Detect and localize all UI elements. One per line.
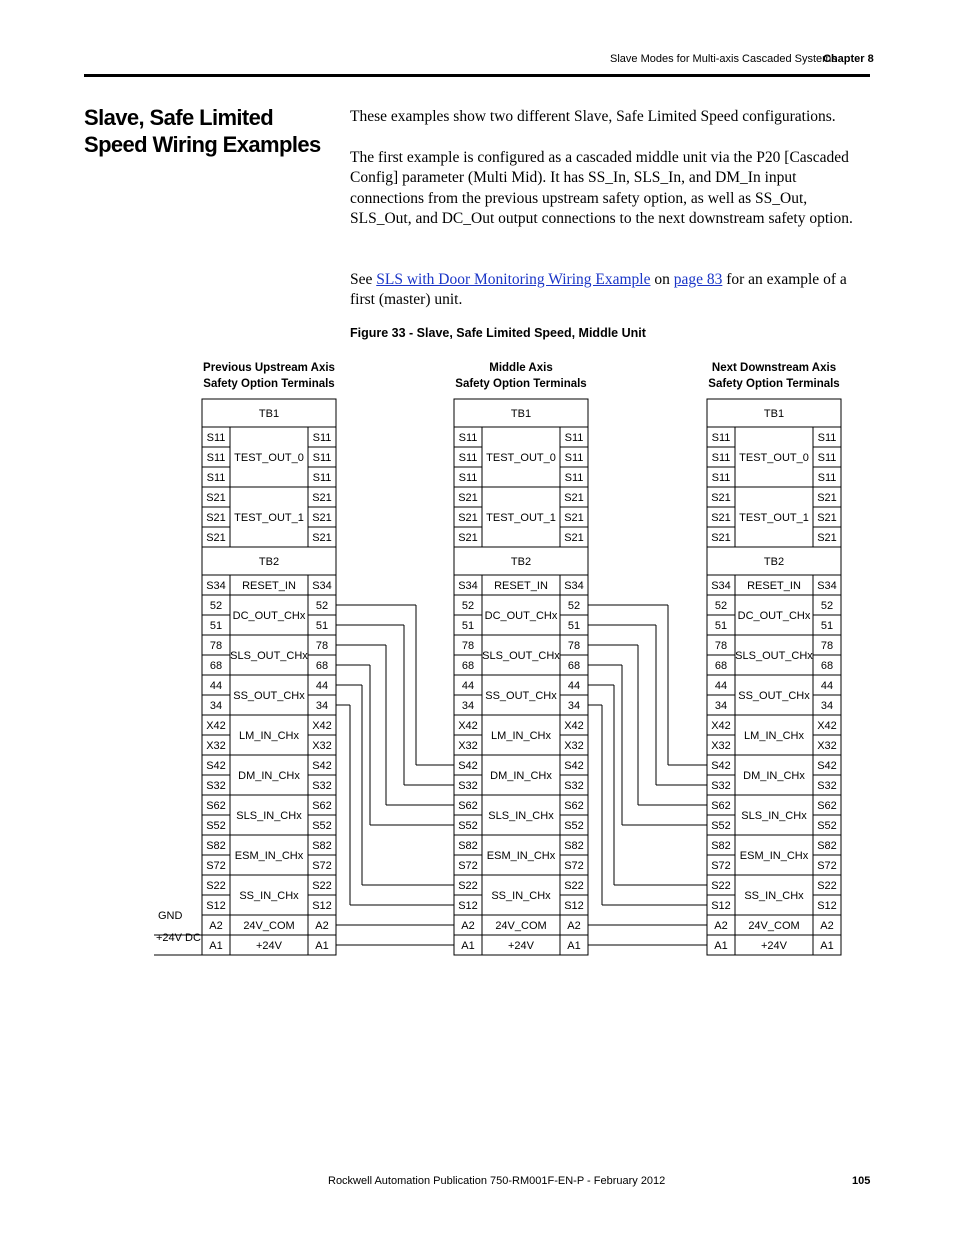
tb2-terminal-label: 51 [209, 620, 223, 632]
tb2-group-label: LM_IN_CHx [239, 730, 299, 742]
tb2-terminal-label: S52 [312, 820, 332, 832]
column-header-line1: Next Downstream Axis [711, 362, 837, 374]
tb2-terminal-label: S34 [206, 580, 226, 592]
paragraph-2: The first example is configured as a cascaded middle unit via the P20 [Cascaded Config] parameter (Multi Mid). It has SS_In, SLS_In, and DM_In input connections from the previous upstream safety option, as well as SS_Out, SLS_Out, and DC_Out output connections to the next downstream safety option. [350, 149, 853, 228]
tb2-terminal-label: S62 [206, 800, 226, 812]
tb2-terminal-label: 34 [209, 700, 223, 712]
paragraph-1: These examples show two different Slave, Safe Limited Speed configurations. [350, 108, 836, 125]
tb1-header-label: TB1 [258, 408, 280, 420]
tb2-terminal-label: 44 [567, 680, 581, 692]
tb1-group-label: TEST_OUT_0 [739, 452, 809, 464]
tb2-terminal-label: 78 [209, 640, 223, 652]
tb2-group-label: SS_IN_CHx [239, 890, 299, 902]
tb2-terminal-label: A1 [567, 940, 581, 952]
tb2-terminal-label: S52 [817, 820, 837, 832]
tb2-terminal-label: X42 [711, 720, 731, 732]
tb1-terminal-label: S11 [711, 452, 731, 464]
tb1-group-label: TEST_OUT_0 [486, 452, 556, 464]
tb2-group-label: LM_IN_CHx [744, 730, 804, 742]
tb2-terminal-label: 68 [820, 660, 834, 672]
tb2-group-label: DM_IN_CHx [238, 770, 300, 782]
tb2-terminal-label: 52 [461, 600, 475, 612]
tb2-terminal-label: S62 [711, 800, 731, 812]
paragraph-3: See SLS with Door Monitoring Wiring Example on page 83 for an example of a first (master) unit. [350, 271, 847, 309]
tb2-terminal-label: X32 [564, 740, 584, 752]
tb2-terminal-label: S34 [458, 580, 478, 592]
tb1-terminal-label: S11 [206, 432, 226, 444]
tb2-terminal-label: S62 [817, 800, 837, 812]
tb2-terminal-label: 34 [820, 700, 834, 712]
tb2-terminal-label: A1 [315, 940, 329, 952]
tb2-terminal-label: S22 [206, 880, 226, 892]
tb2-group-label: DC_OUT_CHx [737, 610, 811, 622]
tb2-terminal-label: S22 [711, 880, 731, 892]
tb1-terminal-label: S21 [711, 512, 731, 524]
tb2-group-label: SS_IN_CHx [491, 890, 551, 902]
tb1-terminal-label: S11 [206, 472, 226, 484]
tb1-group-label: TEST_OUT_1 [234, 512, 304, 524]
tb2-terminal-label: 68 [714, 660, 728, 672]
tb1-terminal-label: S11 [312, 472, 332, 484]
tb2-terminal-label: 78 [567, 640, 581, 652]
tb2-group-label: DC_OUT_CHx [484, 610, 558, 622]
tb2-group-label: SLS_OUT_CHx [482, 650, 560, 662]
tb1-terminal-label: S11 [458, 452, 478, 464]
tb2-terminal-label: S22 [312, 880, 332, 892]
tb2-terminal-label: S34 [312, 580, 332, 592]
tb2-group-label: ESM_IN_CHx [739, 850, 809, 862]
tb2-terminal-label: 44 [714, 680, 728, 692]
tb2-terminal-label: S12 [711, 900, 731, 912]
tb2-terminal-label: A2 [315, 920, 329, 932]
tb2-terminal-label: S22 [564, 880, 584, 892]
tb2-terminal-label: A2 [820, 920, 834, 932]
tb2-terminal-label: 34 [714, 700, 728, 712]
tb2-terminal-label: S82 [312, 840, 332, 852]
tb1-terminal-label: S11 [312, 432, 332, 444]
tb2-terminal-label: 78 [820, 640, 834, 652]
tb1-terminal-label: S11 [564, 472, 584, 484]
tb1-terminal-label: S11 [711, 432, 731, 444]
tb2-header-label: TB2 [510, 556, 532, 568]
tb1-terminal-label: S11 [458, 472, 478, 484]
tb2-terminal-label: 52 [820, 600, 834, 612]
header-chapter: Chapter 8 [823, 53, 874, 65]
tb2-group-label: SS_IN_CHx [744, 890, 804, 902]
column-header-line1: Previous Upstream Axis [203, 362, 335, 374]
tb2-group-label: +24V [508, 940, 534, 952]
tb1-terminal-label: S11 [312, 452, 332, 464]
tb1-terminal-label: S21 [312, 492, 332, 504]
tb2-terminal-label: S12 [458, 900, 478, 912]
tb1-group-label: TEST_OUT_1 [486, 512, 556, 524]
tb1-terminal-label: S11 [817, 452, 837, 464]
tb2-terminal-label: S32 [817, 780, 837, 792]
tb2-terminal-label: S72 [564, 860, 584, 872]
tb2-group-label: SLS_OUT_CHx [230, 650, 308, 662]
tb2-terminal-label: S42 [458, 760, 478, 772]
tb2-terminal-label: S32 [206, 780, 226, 792]
tb2-terminal-label: X32 [206, 740, 226, 752]
tb2-terminal-label: S52 [711, 820, 731, 832]
column-header-line2: Safety Option Terminals [203, 378, 335, 390]
tb2-terminal-label: 44 [820, 680, 834, 692]
tb2-terminal-label: S82 [458, 840, 478, 852]
tb2-terminal-label: 51 [714, 620, 728, 632]
tb2-terminal-label: 51 [315, 620, 329, 632]
sls-door-monitoring-link[interactable]: SLS with Door Monitoring Wiring Example [376, 271, 651, 288]
gnd-label: GND [158, 910, 183, 922]
tb2-terminal-label: S62 [458, 800, 478, 812]
tb2-group-label: DM_IN_CHx [490, 770, 552, 782]
tb2-terminal-label: S52 [564, 820, 584, 832]
tb1-terminal-label: S21 [564, 492, 584, 504]
tb2-terminal-label: A2 [714, 920, 728, 932]
tb1-terminal-label: S11 [711, 472, 731, 484]
tb2-terminal-label: S82 [711, 840, 731, 852]
tb2-terminal-label: 51 [820, 620, 834, 632]
tb2-header-label: TB2 [258, 556, 280, 568]
tb1-terminal-label: S11 [206, 452, 226, 464]
tb2-terminal-label: S32 [564, 780, 584, 792]
tb2-terminal-label: 78 [461, 640, 475, 652]
tb2-terminal-label: X42 [312, 720, 332, 732]
tb2-terminal-label: S62 [564, 800, 584, 812]
section-title: Slave, Safe Limited Speed Wiring Examples [84, 105, 321, 157]
tb2-terminal-label: 52 [567, 600, 581, 612]
tb2-terminal-label: S72 [312, 860, 332, 872]
tb1-header-label: TB1 [763, 408, 785, 420]
tb2-terminal-label: X42 [458, 720, 478, 732]
tb2-terminal-label: S42 [312, 760, 332, 772]
tb2-terminal-label: S42 [206, 760, 226, 772]
tb2-terminal-label: S12 [564, 900, 584, 912]
tb2-terminal-label: 78 [315, 640, 329, 652]
tb1-terminal-label: S21 [206, 512, 226, 524]
tb2-terminal-label: X42 [817, 720, 837, 732]
tb2-terminal-label: S12 [817, 900, 837, 912]
tb2-terminal-label: 68 [461, 660, 475, 672]
tb2-terminal-label: X42 [206, 720, 226, 732]
tb1-group-label: TEST_OUT_0 [234, 452, 304, 464]
v24-label: +24V DC [156, 932, 201, 944]
tb1-terminal-label: S21 [206, 532, 226, 544]
tb2-terminal-label: 68 [567, 660, 581, 672]
figure-caption: Figure 33 - Slave, Safe Limited Speed, Middle Unit [350, 326, 646, 340]
tb2-terminal-label: 34 [461, 700, 475, 712]
tb2-terminal-label: X42 [564, 720, 584, 732]
tb2-terminal-label: X32 [312, 740, 332, 752]
tb2-group-label: ESM_IN_CHx [234, 850, 304, 862]
tb2-terminal-label: S22 [458, 880, 478, 892]
column-header-line2: Safety Option Terminals [708, 378, 840, 390]
tb2-group-label: SLS_IN_CHx [236, 810, 302, 822]
tb2-terminal-label: S34 [817, 580, 837, 592]
tb1-terminal-label: S11 [564, 452, 584, 464]
tb2-terminal-label: S52 [206, 820, 226, 832]
tb2-terminal-label: 68 [315, 660, 329, 672]
tb1-terminal-label: S21 [564, 532, 584, 544]
tb2-terminal-label: S52 [458, 820, 478, 832]
tb2-terminal-label: A1 [461, 940, 475, 952]
tb2-terminal-label: S32 [711, 780, 731, 792]
tb2-terminal-label: S42 [564, 760, 584, 772]
tb2-terminal-label: S82 [564, 840, 584, 852]
tb2-terminal-label: S62 [312, 800, 332, 812]
tb2-terminal-label: A2 [209, 920, 223, 932]
tb2-terminal-label: 44 [209, 680, 223, 692]
tb2-group-label: DC_OUT_CHx [232, 610, 306, 622]
tb2-group-label: SS_OUT_CHx [233, 690, 305, 702]
tb2-group-label: 24V_COM [748, 920, 800, 932]
tb2-terminal-label: 52 [315, 600, 329, 612]
tb1-group-label: TEST_OUT_1 [739, 512, 809, 524]
tb2-terminal-label: X32 [817, 740, 837, 752]
tb2-terminal-label: 51 [567, 620, 581, 632]
column-header-line1: Middle Axis [489, 362, 553, 374]
column-header-line2: Safety Option Terminals [455, 378, 587, 390]
tb1-terminal-label: S11 [458, 432, 478, 444]
tb2-terminal-label: S22 [817, 880, 837, 892]
tb1-terminal-label: S21 [817, 512, 837, 524]
tb2-terminal-label: S32 [312, 780, 332, 792]
tb2-group-label: SS_OUT_CHx [738, 690, 810, 702]
tb2-group-label: 24V_COM [243, 920, 295, 932]
tb2-group-label: +24V [761, 940, 787, 952]
tb2-group-label: ESM_IN_CHx [486, 850, 556, 862]
tb1-terminal-label: S21 [458, 532, 478, 544]
tb2-terminal-label: X32 [458, 740, 478, 752]
tb2-group-label: SLS_OUT_CHx [735, 650, 813, 662]
tb2-terminal-label: A2 [461, 920, 475, 932]
tb2-terminal-label: S32 [458, 780, 478, 792]
tb2-terminal-label: S12 [312, 900, 332, 912]
tb2-terminal-label: S34 [711, 580, 731, 592]
tb2-group-label: RESET_IN [242, 580, 296, 592]
tb1-terminal-label: S21 [312, 532, 332, 544]
tb2-terminal-label: S72 [458, 860, 478, 872]
tb2-terminal-label: 34 [315, 700, 329, 712]
tb2-terminal-label: 44 [315, 680, 329, 692]
tb2-terminal-label: A1 [714, 940, 728, 952]
tb2-group-label: LM_IN_CHx [491, 730, 551, 742]
tb1-terminal-label: S11 [564, 432, 584, 444]
tb2-terminal-label: S34 [564, 580, 584, 592]
footer-page-number: 105 [852, 1175, 871, 1187]
tb2-group-label: DM_IN_CHx [743, 770, 805, 782]
tb2-terminal-label: 51 [461, 620, 475, 632]
tb2-terminal-label: S72 [711, 860, 731, 872]
tb2-terminal-label: S82 [206, 840, 226, 852]
tb1-header-label: TB1 [510, 408, 532, 420]
tb1-terminal-label: S21 [458, 492, 478, 504]
tb2-terminal-label: S72 [206, 860, 226, 872]
tb2-terminal-label: 44 [461, 680, 475, 692]
tb2-group-label: SS_OUT_CHx [485, 690, 557, 702]
tb2-terminal-label: 52 [209, 600, 223, 612]
tb2-group-label: +24V [256, 940, 282, 952]
tb2-header-label: TB2 [763, 556, 785, 568]
tb1-terminal-label: S21 [711, 532, 731, 544]
tb2-terminal-label: 34 [567, 700, 581, 712]
tb2-group-label: SLS_IN_CHx [741, 810, 807, 822]
tb2-terminal-label: A2 [567, 920, 581, 932]
tb2-terminal-label: A1 [820, 940, 834, 952]
tb2-terminal-label: A1 [209, 940, 223, 952]
page-83-link[interactable]: page 83 [673, 271, 723, 288]
tb1-terminal-label: S11 [817, 432, 837, 444]
footer-publication: Rockwell Automation Publication 750-RM001F-EN-P - February 2012 [328, 1175, 666, 1187]
tb2-terminal-label: S42 [711, 760, 731, 772]
tb2-terminal-label: S82 [817, 840, 837, 852]
tb1-terminal-label: S21 [711, 492, 731, 504]
tb2-terminal-label: S72 [817, 860, 837, 872]
tb2-group-label: RESET_IN [494, 580, 548, 592]
tb2-terminal-label: S42 [817, 760, 837, 772]
tb1-terminal-label: S21 [458, 512, 478, 524]
tb1-terminal-label: S11 [817, 472, 837, 484]
tb2-group-label: RESET_IN [747, 580, 801, 592]
tb1-terminal-label: S21 [817, 492, 837, 504]
tb2-group-label: SLS_IN_CHx [488, 810, 554, 822]
tb2-terminal-label: S12 [206, 900, 226, 912]
header-section: Slave Modes for Multi-axis Cascaded Systems [610, 53, 837, 65]
tb2-group-label: 24V_COM [495, 920, 547, 932]
tb2-terminal-label: 78 [714, 640, 728, 652]
tb1-terminal-label: S21 [312, 512, 332, 524]
tb1-terminal-label: S21 [564, 512, 584, 524]
tb2-terminal-label: X32 [711, 740, 731, 752]
tb2-terminal-label: 68 [209, 660, 223, 672]
tb2-terminal-label: 52 [714, 600, 728, 612]
tb1-terminal-label: S21 [206, 492, 226, 504]
tb1-terminal-label: S21 [817, 532, 837, 544]
